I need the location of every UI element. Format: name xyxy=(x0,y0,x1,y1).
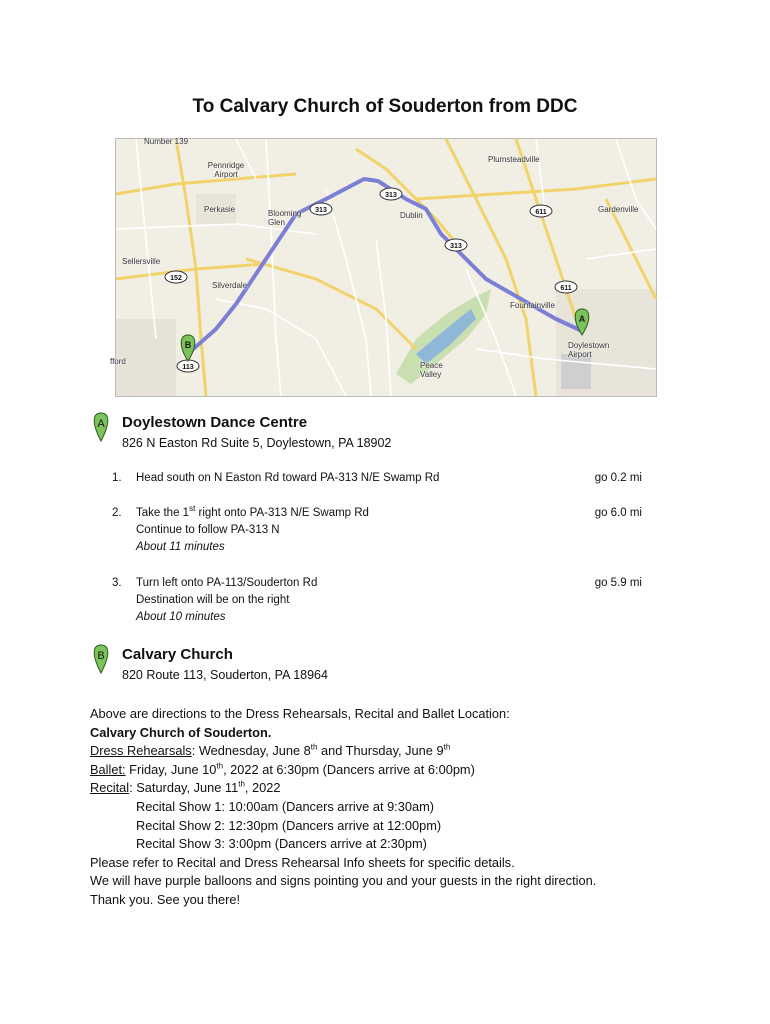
map-label-dublin: Dublin xyxy=(400,211,423,220)
recital-label: Recital xyxy=(90,780,130,796)
route-map[interactable] xyxy=(110,137,657,397)
dress-date-1: : Wednesday, June 8 xyxy=(191,743,311,759)
marker-b-icon xyxy=(90,644,112,674)
recital-show-1: Recital Show 1: 10:00am (Dancers arrive at 9:30am) xyxy=(136,798,435,814)
origin-address: 826 N Easton Rd Suite 5, Doylestown, PA 18902 xyxy=(122,436,392,450)
step-time: About 10 minutes xyxy=(136,611,226,623)
recital-show-3: Recital Show 3: 3:00pm (Dancers arrive at 2:30pm) xyxy=(136,836,427,852)
step-time: About 11 minutes xyxy=(136,541,225,553)
step-text-block xyxy=(136,575,317,626)
map-label-gardenville: Gardenville xyxy=(598,205,639,214)
step-text: Turn left onto PA-113/Souderton Rd xyxy=(136,577,318,589)
destination-waypoint xyxy=(90,644,690,684)
dress-date-2: and Thursday, June 9 xyxy=(317,743,444,759)
marker-a-icon xyxy=(90,412,112,442)
recital-sup: th xyxy=(238,780,245,790)
dress-label: Dress Rehearsals xyxy=(90,743,192,759)
shield-313-b: 313 xyxy=(385,192,397,199)
step-text-pre: Take the 1 xyxy=(136,507,190,519)
shield-313-a: 313 xyxy=(315,207,327,214)
step-sub: Continue to follow PA-313 N xyxy=(136,524,280,536)
step-number: 3. xyxy=(112,577,122,589)
step-text: Head south on N Easton Rd toward PA-313 N/E Swamp Rd xyxy=(136,472,440,484)
info-dress-rehearsals xyxy=(90,742,690,761)
destination-address: 820 Route 113, Souderton, PA 18964 xyxy=(122,668,328,682)
step-distance: go 0.2 mi xyxy=(594,472,642,484)
info-thanks: Thank you. See you there! xyxy=(90,891,241,907)
map-label-fountainville: Fountainville xyxy=(510,301,555,310)
shield-113: 113 xyxy=(182,364,194,371)
info-balloons: We will have purple balloons and signs pointing you and your guests in the right direction. xyxy=(90,873,597,889)
map-label-perkasie: Perkasie xyxy=(204,205,236,214)
ballet-date: Friday, June 10 xyxy=(125,761,217,777)
origin-name: Doylestown Dance Centre xyxy=(122,414,308,431)
step-distance: go 6.0 mi xyxy=(594,507,642,519)
event-info xyxy=(90,705,690,910)
map-label-plumsteadville: Plumsteadville xyxy=(488,155,540,164)
info-intro: Above are directions to the Dress Rehearsals, Recital and Ballet Location: xyxy=(90,706,510,721)
step-distance: go 5.9 mi xyxy=(594,577,642,589)
shield-152: 152 xyxy=(170,275,182,282)
map-label-blooming-glen: Blooming Glen xyxy=(268,209,302,227)
map-label-number139: Number 139 xyxy=(144,137,189,146)
step-text-block xyxy=(136,505,369,556)
ballet-time: , 2022 at 6:30pm (Dancers arrive at 6:00pm) xyxy=(223,761,475,777)
dress-sup-2: th xyxy=(443,742,451,752)
recital-date: : Saturday, June 11 xyxy=(129,780,239,796)
shield-611-b: 611 xyxy=(560,285,572,292)
map-label-pennridge-airport: Pennridge Airport xyxy=(207,161,245,179)
step-text-post: right onto PA-313 N/E Swamp Rd xyxy=(195,507,369,519)
step-text-sup: st xyxy=(189,504,196,514)
origin-waypoint xyxy=(90,412,690,452)
shield-611-a: 611 xyxy=(535,209,547,216)
marker-b-label: B xyxy=(184,340,192,350)
ballet-label: Ballet: xyxy=(90,761,126,777)
svg-text:B: B xyxy=(97,650,105,662)
info-refer: Please refer to Recital and Dress Rehearsal Info sheets for specific details. xyxy=(90,854,515,870)
dress-sup-1: th xyxy=(310,742,318,752)
recital-show-2: Recital Show 2: 12:30pm (Dancers arrive at 12:00pm) xyxy=(136,817,442,833)
map-label-peace-valley: Peace Valley xyxy=(420,361,443,379)
info-location: Calvary Church of Souderton. xyxy=(90,724,272,740)
page-title: To Calvary Church of Souderton from DDC xyxy=(192,96,578,117)
svg-text:A: A xyxy=(97,418,105,430)
map-label-ford: fford xyxy=(110,357,126,366)
step-number: 2. xyxy=(112,507,122,519)
info-recital xyxy=(90,779,690,798)
info-ballet xyxy=(90,761,690,780)
shield-313-c: 313 xyxy=(450,243,462,250)
marker-a-label: A xyxy=(578,314,586,324)
map-label-sellersville: Sellersville xyxy=(122,257,161,266)
step-number: 1. xyxy=(112,472,122,484)
map-label-doylestown-airport: Doylestown Airport xyxy=(568,341,610,359)
recital-year: , 2022 xyxy=(244,780,281,796)
ballet-sup: th xyxy=(216,761,224,771)
map-label-silverdale: Silverdale xyxy=(212,281,248,290)
step-sub: Destination will be on the right xyxy=(136,594,290,606)
destination-name: Calvary Church xyxy=(122,646,233,663)
